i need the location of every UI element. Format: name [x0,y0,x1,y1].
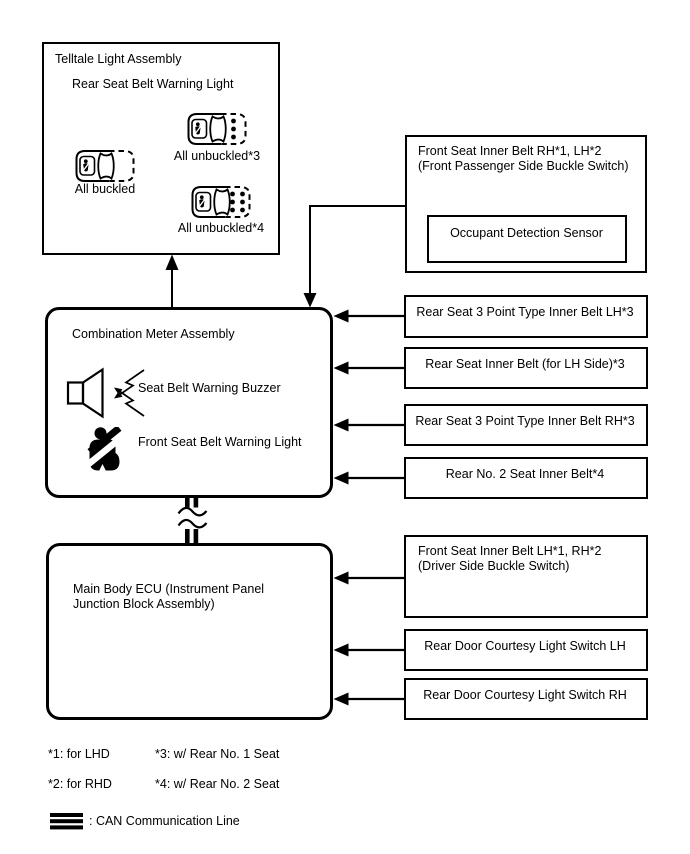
rear-seat-3pt-inner-belt-lh-label: Rear Seat 3 Point Type Inner Belt LH*3 [416,305,634,319]
telltale-box-title: Telltale Light Assembly [55,52,182,66]
seat-shape [214,190,230,215]
seat-belt-warning-buzzer-label: Seat Belt Warning Buzzer [138,381,281,395]
front-seat-inner-belt-driver-box [404,535,648,618]
occupant-detection-sensor-label: Occupant Detection Sensor [450,226,603,240]
front-seat-inner-belt-passenger-box [405,135,647,273]
passenger-belt-label-line1: Front Seat Inner Belt RH*1, LH*2 [418,144,602,158]
seat-shape [210,117,226,142]
rear-door-courtesy-switch-rh-label: Rear Door Courtesy Light Switch RH [423,688,627,702]
footnote-2: *2: for RHD [48,777,112,791]
combination-meter-title: Combination Meter Assembly [72,327,235,341]
all-buckled-label: All buckled [74,182,136,196]
passenger-belt-label-line2: (Front Passenger Side Buckle Switch) [418,159,629,173]
rear-no2-seat-inner-belt-label: Rear No. 2 Seat Inner Belt*4 [445,467,605,481]
unbuckled-dots-3 [231,119,236,140]
meter-input-arrows [334,310,407,485]
footnote-3: *3: w/ Rear No. 1 Seat [155,747,280,761]
rear-door-courtesy-switch-lh-label: Rear Door Courtesy Light Switch LH [424,639,626,653]
rear-door-courtesy-switch-lh-box [404,629,648,671]
can-legend-icon [50,813,84,830]
footnote-1: *1: for LHD [48,747,110,761]
rear-belt-all-buckled-icon [75,150,135,182]
rear-belt-all-unbuckled-row2-icon [191,186,251,218]
meter-to-telltale-arrow [166,255,179,309]
ecu-input-arrows [334,572,407,706]
main-ecu-label-line1: Main Body ECU (Instrument Panel [73,582,265,596]
rear-seat-3pt-inner-belt-rh-box [404,404,648,446]
occupant-detection-sensor-box [427,215,627,263]
footnote-4: *4: w/ Rear No. 2 Seat [155,777,280,791]
can-legend-label: : CAN Communication Line [89,814,240,828]
all-unbuckled-4-label: All unbuckled*4 [177,221,265,235]
combination-meter-assembly-box [45,307,333,498]
seat-belt-warning-icon [84,427,126,473]
telltale-light-assembly-box [42,42,280,255]
rear-seat-belt-warning-light-label: Rear Seat Belt Warning Light [72,77,234,91]
all-unbuckled-3-label: All unbuckled*3 [173,149,261,163]
rear-seat-3pt-inner-belt-rh-label: Rear Seat 3 Point Type Inner Belt RH*3 [415,414,635,428]
mini-seat-belt-glyph [196,193,211,212]
mini-seat-belt-glyph [192,120,207,139]
main-ecu-label-line2: Junction Block Assembly) [73,597,215,611]
rear-door-courtesy-switch-rh-box [404,678,648,720]
seat-shape [98,154,114,179]
rear-seat-inner-belt-lh-side-box [404,347,648,389]
driver-belt-label-line2: (Driver Side Buckle Switch) [418,559,570,573]
rear-seat-3pt-inner-belt-lh-box [404,295,648,338]
main-body-ecu-box [46,543,333,720]
rear-belt-all-unbuckled-row1-icon [187,113,247,145]
driver-belt-label-line1: Front Seat Inner Belt LH*1, RH*2 [418,544,602,558]
rear-seat-inner-belt-lh-side-label: Rear Seat Inner Belt (for LH Side)*3 [425,357,625,371]
can-line-symbol [179,493,207,545]
rear-no2-seat-inner-belt-box [404,457,648,499]
passenger-belt-to-meter-connector [304,206,408,308]
unbuckled-dots-6 [230,192,245,213]
mini-seat-belt-glyph [80,157,95,176]
front-seat-belt-warning-light-label: Front Seat Belt Warning Light [138,435,302,449]
